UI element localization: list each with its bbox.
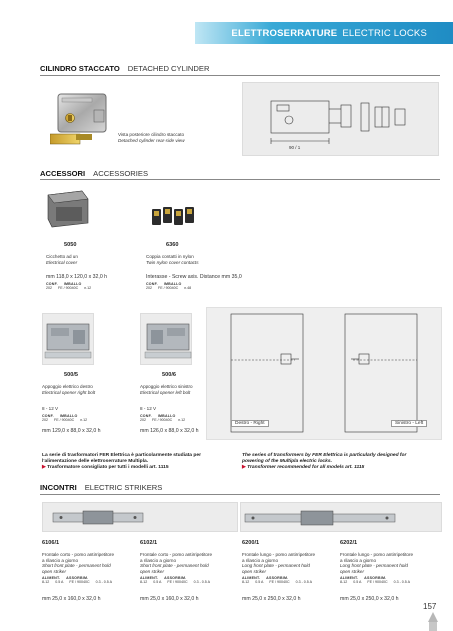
table-cell: 0.5 A	[153, 580, 162, 585]
table-cell: 0.3 - 0.5 A	[295, 580, 312, 585]
up-arrow-icon	[428, 612, 438, 622]
box-mounting-drawing-panel	[206, 307, 442, 440]
accessory-desc-it: Coppia contatti in nylon	[146, 254, 194, 259]
table-header: ASSORBIM.	[164, 576, 187, 580]
short-strikers-photo-panel	[42, 502, 238, 532]
cylinder-drawing-panel	[242, 82, 439, 156]
table-cell: 8-12	[242, 580, 250, 585]
striker-description	[140, 552, 212, 574]
striker-description	[42, 552, 114, 574]
header-title-en: ELECTRIC LOCKS	[342, 27, 427, 39]
box-desc-it: Appoggio elettrico destro	[42, 384, 93, 389]
striker-desc-it: Frontale lungo - pomo antirripetitore	[242, 552, 316, 557]
box-500-6-photo-panel	[140, 313, 192, 365]
table-header: ASSORBIM.	[364, 576, 387, 580]
box-code: 500/5	[64, 372, 78, 378]
striker-desc-it: Frontale corto - pomo antirripetitore	[42, 552, 114, 557]
striker-spec-table	[140, 576, 210, 585]
striker-desc-en: open striker	[242, 568, 267, 574]
table-cell: 8-12	[140, 580, 148, 585]
striker-spec-table	[242, 576, 312, 585]
striker-desc-it: a rilascio a giorno	[42, 557, 79, 563]
accessory-description	[146, 254, 199, 265]
accessory-dimensions: mm 118,0 x 120,0 x 32,0 h	[46, 274, 108, 280]
striker-code: 6202/1	[340, 540, 358, 546]
table-cell: 8-12	[340, 580, 348, 585]
section-title-it: ACCESSORI	[40, 169, 86, 178]
accessory-description	[46, 254, 78, 265]
table-cell: 0.5 A	[55, 580, 64, 585]
accessory-6360-photo	[150, 205, 196, 227]
accessory-dimensions: Interasse - Screw axis. Distance mm 35,0	[146, 274, 242, 280]
striker-desc-it: a rilascio a giorno	[140, 557, 177, 563]
note-line: Transformer recommended for all models art. 1115	[247, 465, 365, 470]
table-header: IMBALLO	[63, 282, 82, 286]
accessory-desc-it: Cicchetto ad un	[46, 254, 78, 259]
striker-desc-it: a rilascio a giorno	[242, 557, 279, 563]
table-cell: n.48	[184, 286, 192, 291]
box-description	[140, 384, 193, 395]
striker-code: 6106/1	[42, 540, 60, 546]
striker-spec-table	[340, 576, 410, 585]
transformer-note-en	[242, 453, 442, 471]
section-rule	[40, 179, 440, 180]
table-cell: n.12	[84, 286, 92, 291]
note-line: La serie di trasformatori FER Elettrica è particolarmente studiata per	[42, 453, 201, 458]
striker-code: 6200/1	[242, 540, 260, 546]
drawing-label-right: Destro - Right	[231, 420, 269, 427]
arrow-icon: ▶	[42, 465, 46, 470]
striker-desc-it: a rilascio a giorno	[340, 557, 377, 563]
striker-dimensions: mm 25,0 x 250,0 x 32,0 h	[340, 596, 399, 602]
striker-desc-en: Long front plate - permanent hold	[242, 563, 310, 569]
table-cell: 0.3 - 0.5 A	[95, 580, 112, 585]
note-line: The series of transformers by FER Elettrica is particularly designed for	[242, 453, 407, 458]
arrow-stem	[429, 622, 437, 631]
striker-desc-en: Long front plate - permanent hold	[340, 563, 408, 569]
transformer-note-it	[42, 453, 242, 471]
arrow-icon: ▶	[242, 465, 246, 470]
table-header: IMBALLO	[59, 414, 78, 418]
note-line: Trasformatore consigliato per tutti i modelli art. 1115	[47, 465, 169, 470]
cylinder-lock-photo	[50, 90, 112, 148]
striker-desc-en: open striker	[42, 568, 67, 574]
striker-description	[340, 552, 413, 574]
box-pack-table	[140, 414, 185, 423]
cylinder-caption	[118, 132, 185, 143]
accessory-pack-table	[146, 282, 191, 291]
striker-desc-it: Frontale lungo - pomo antirripetitore	[340, 552, 414, 557]
table-cell: FE / 90040C	[69, 580, 90, 585]
table-header: IMBALLO	[157, 414, 176, 418]
striker-desc-it: Frontale corto - pomo antirripetitore	[140, 552, 212, 557]
box-500-5-photo-panel	[42, 313, 94, 365]
long-strikers-photo-panel	[240, 502, 442, 532]
table-header: CONF.	[146, 282, 158, 286]
table-cell: 8-12	[42, 580, 50, 585]
table-header: ALIMENT.	[340, 576, 359, 580]
striker-spec-table	[42, 576, 112, 585]
accessory-desc-en: Twin nylon cover contacts	[146, 259, 199, 265]
table-header: ALIMENT.	[242, 576, 261, 580]
accessory-desc-en: Electrical cover	[46, 259, 78, 265]
table-cell: FE / 90040C	[54, 418, 75, 423]
table-cell: n.12	[80, 418, 88, 423]
table-cell: 0.5 A	[255, 580, 264, 585]
table-header: ALIMENT.	[42, 576, 61, 580]
table-cell: 202	[46, 286, 52, 291]
section-title-strikers	[40, 483, 162, 492]
accessory-5050-photo	[42, 189, 90, 231]
section-title-it: INCONTRI	[40, 483, 77, 492]
table-cell: FE / 90040C	[58, 286, 79, 291]
section-title-en: ELECTRIC STRIKERS	[84, 483, 163, 492]
box-500-6-photo	[141, 314, 193, 366]
table-cell: n.12	[178, 418, 186, 423]
box-desc-en: Electrical opener right bolt	[42, 389, 96, 395]
striker-dimensions: mm 25,0 x 160,0 x 32,0 h	[140, 596, 199, 602]
striker-desc-en: open striker	[140, 568, 165, 574]
striker-code: 6102/1	[140, 540, 158, 546]
table-header: CONF.	[42, 414, 54, 418]
box-voltage: 8 - 12 V	[140, 406, 157, 411]
table-cell: 202	[146, 286, 152, 291]
box-dimensions: mm 126,0 x 88,0 x 32,0 h	[140, 428, 199, 434]
note-line: powering of the Multipla electric locks.	[242, 459, 332, 464]
table-header: ASSORBIM.	[66, 576, 89, 580]
table-cell: 202	[42, 418, 48, 423]
striker-dimensions: mm 25,0 x 250,0 x 32,0 h	[242, 596, 301, 602]
table-cell: 0.5 A	[353, 580, 362, 585]
table-cell: FE / 90040C	[158, 286, 179, 291]
note-line: l'alimentazione delle elettroserrature Multipla.	[42, 459, 149, 464]
table-header: CONF.	[140, 414, 152, 418]
box-pack-table	[42, 414, 87, 423]
table-cell: FE / 90040C	[269, 580, 290, 585]
table-cell: FE / 90040C	[367, 580, 388, 585]
cylinder-caption-en: Detached cylinder rear-side view	[118, 137, 185, 143]
section-title-en: DETACHED CYLINDER	[127, 64, 210, 73]
striker-dimensions: mm 25,0 x 160,0 x 32,0 h	[42, 596, 101, 602]
short-strikers-photo	[43, 503, 239, 533]
striker-desc-en: Short front plate - permanent hold	[42, 563, 111, 569]
box-description	[42, 384, 95, 395]
cylinder-caption-it: Vista posteriore cilindro staccato	[118, 132, 185, 137]
cylinder-drawing-dimension: 90 / 1	[289, 145, 301, 150]
box-500-5-photo	[43, 314, 95, 366]
accessory-pack-table	[46, 282, 91, 291]
box-voltage: 8 - 12 V	[42, 406, 59, 411]
table-header: ALIMENT.	[140, 576, 159, 580]
box-desc-en: Electrical opener left bolt	[140, 389, 191, 395]
section-title-en: ACCESSORIES	[93, 169, 149, 178]
table-header: ASSORBIM.	[266, 576, 289, 580]
cylinder-technical-drawing	[243, 83, 440, 157]
table-header: CONF.	[46, 282, 58, 286]
drawing-label-left: Sinistro - Left	[391, 420, 427, 427]
striker-desc-en: open striker	[340, 568, 365, 574]
box-code: 500/6	[162, 372, 176, 378]
box-desc-it: Appoggio elettrico sinistro	[140, 384, 193, 389]
header-title-it: ELETTROSERRATURE	[231, 27, 338, 39]
striker-description	[242, 552, 315, 574]
page-number: 157	[423, 602, 437, 611]
section-title-it: CILINDRO STACCATO	[40, 64, 120, 73]
section-title-accessories	[40, 169, 148, 178]
table-cell: FE / 90040C	[152, 418, 173, 423]
striker-desc-en: Short front plate - permanent hold	[140, 563, 209, 569]
box-dimensions: mm 129,0 x 88,0 x 32,0 h	[42, 428, 101, 434]
section-rule	[40, 75, 440, 76]
section-title-cylinder	[40, 64, 209, 73]
section-rule	[40, 494, 440, 495]
header-banner	[195, 22, 453, 44]
accessory-code: 6360	[166, 242, 179, 248]
accessory-code: 5050	[64, 242, 77, 248]
table-cell: 202	[140, 418, 146, 423]
table-cell: 0.3 - 0.5 A	[393, 580, 410, 585]
long-strikers-photo	[241, 503, 443, 533]
table-header: IMBALLO	[163, 282, 182, 286]
table-cell: 0.3 - 0.5 A	[193, 580, 210, 585]
table-cell: FE / 90040C	[167, 580, 188, 585]
